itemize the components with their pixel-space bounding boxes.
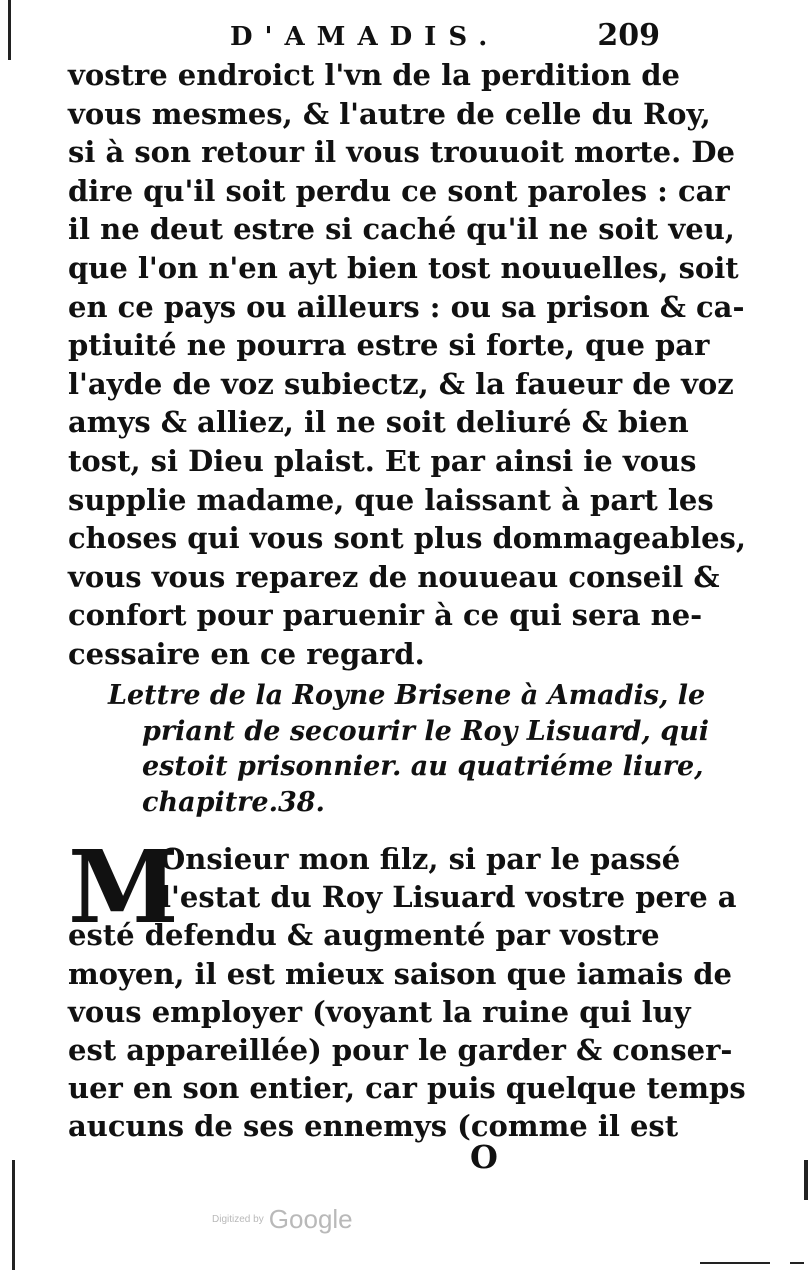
heading-line: chapitre.38. (142, 786, 325, 818)
text-line: esté defendu & augmenté par vostre (68, 918, 660, 953)
letter-heading (108, 678, 709, 820)
scan-edge-mark (804, 1160, 808, 1200)
text-line: si à son retour il vous trouuoit morte. De (68, 135, 735, 170)
scan-edge-mark (8, 0, 11, 60)
text-line: ptiuité ne pourra estre si forte, que par (68, 328, 710, 363)
letter-text (68, 828, 746, 1146)
text-line: l'estat du Roy Lisuard vostre pere a (160, 880, 737, 915)
text-line: vous employer (voyant la ruine qui luy (68, 994, 691, 1029)
text-line: uer en son entier, car puis quelque temps (68, 1071, 746, 1106)
text-line: moyen, il est mieux saison que iamais de (68, 956, 732, 991)
drop-cap: M (68, 828, 179, 946)
text-line: il ne deut estre si caché qu'il ne soit veu, (68, 212, 735, 247)
text-line: en ce pays ou ailleurs : ou sa prison & ca- (68, 289, 745, 324)
text-line: vous vous reparez de nouueau conseil & (68, 559, 720, 594)
text-line: aucuns de ses ennemys (comme il est (68, 1109, 679, 1144)
scan-edge-mark (790, 1262, 804, 1264)
text-line: choses qui vous sont plus dommageables, (68, 521, 746, 556)
page-number: 209 (597, 18, 660, 53)
text-line: tost, si Dieu plaist. Et par ainsi ie vous (68, 443, 697, 478)
body-text (68, 56, 746, 674)
heading-line: estoit prisonnier. au quatriéme liure, (142, 751, 704, 782)
text-line: vous mesmes, & l'autre de celle du Roy, (68, 96, 711, 131)
text-line: l'ayde de voz subiectz, & la faueur de voz (68, 366, 734, 401)
text-line: amys & alliez, il ne soit deliuré & bien (68, 405, 689, 440)
signature-mark: O (470, 1138, 498, 1176)
heading-line: priant de secourir le Roy Lisuard, qui (142, 715, 709, 747)
text-line: cessaire en ce regard. (68, 636, 425, 671)
text-line: que l'on n'en ayt bien tost nouuelles, soit (68, 250, 739, 285)
heading-line: Lettre de la Royne Brisene à Amadis, le (108, 680, 706, 711)
page-header (70, 18, 660, 58)
watermark-brand: Google (268, 1204, 353, 1234)
text-line: Onsieur mon filz, si par le passé (160, 842, 681, 876)
text-line: supplie madame, que laissant à part les (68, 482, 714, 517)
text-line: confort pour paruenir à ce qui sera ne- (68, 598, 703, 633)
text-line: dire qu'il soit perdu ce sont paroles : car (68, 173, 730, 208)
watermark-prefix: Digitized by (212, 1214, 264, 1225)
scan-edge-mark (700, 1262, 770, 1264)
digitized-watermark (212, 1204, 353, 1235)
text-line: est appareillée) pour le garder & conser- (68, 1032, 733, 1067)
text-line: vostre endroict l'vn de la perdition de (68, 58, 680, 92)
running-head: D'AMADIS. (230, 22, 500, 52)
scan-edge-mark (12, 1160, 15, 1270)
